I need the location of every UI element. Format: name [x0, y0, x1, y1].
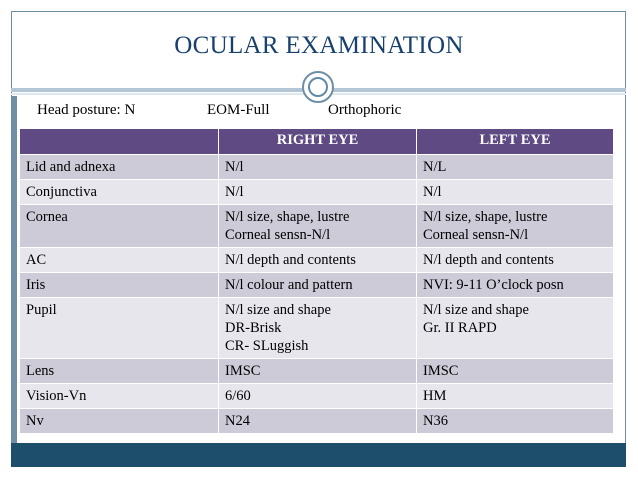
head-posture-text: Head posture: N — [37, 102, 136, 118]
row-label: Vision-Vn — [20, 384, 219, 409]
right-eye-line: 6/60 — [225, 388, 251, 404]
right-eye-cell — [219, 180, 417, 205]
table-row — [20, 205, 614, 248]
left-eye-line: Corneal sensn-N/l — [423, 227, 529, 243]
left-eye-line: N36 — [423, 413, 448, 429]
exam-table — [19, 128, 614, 434]
table-row — [20, 409, 614, 434]
left-eye-line: N/l — [423, 184, 442, 200]
row-label: Conjunctiva — [20, 180, 219, 205]
left-eye-cell — [417, 205, 614, 248]
left-eye-line: IMSC — [423, 363, 459, 379]
left-eye-cell — [417, 248, 614, 273]
right-eye-line: N/l size, shape, lustre — [225, 209, 350, 225]
right-eye-line: N/l colour and pattern — [225, 277, 353, 293]
row-label: Nv — [20, 409, 219, 434]
eom-text: EOM-Full — [207, 102, 270, 118]
right-eye-line: N/l depth and contents — [225, 252, 356, 268]
right-eye-cell — [219, 359, 417, 384]
left-eye-cell — [417, 273, 614, 298]
row-label: Pupil — [20, 298, 219, 359]
inner-circle-icon — [308, 77, 328, 97]
right-eye-line: IMSC — [225, 363, 261, 379]
footer-bar — [11, 443, 626, 467]
right-eye-cell — [219, 384, 417, 409]
left-eye-line: N/l size, shape, lustre — [423, 209, 548, 225]
right-eye-cell — [219, 409, 417, 434]
left-accent-bar — [11, 96, 17, 443]
row-label: AC — [20, 248, 219, 273]
right-eye-line: N/l — [225, 184, 244, 200]
left-eye-cell — [417, 180, 614, 205]
left-eye-cell — [417, 359, 614, 384]
row-label: Lens — [20, 359, 219, 384]
right-eye-cell — [219, 298, 417, 359]
row-label: Cornea — [20, 205, 219, 248]
left-eye-line: N/l depth and contents — [423, 252, 554, 268]
left-eye-line: N/L — [423, 159, 447, 175]
right-eye-line: Corneal sensn-N/l — [225, 227, 331, 243]
right-eye-cell — [219, 205, 417, 248]
slide-title: OCULAR EXAMINATION — [174, 32, 464, 59]
right-eye-line: N24 — [225, 413, 250, 429]
right-eye-line: N/l — [225, 159, 244, 175]
row-label: Iris — [20, 273, 219, 298]
left-eye-line: Gr. II RAPD — [423, 320, 497, 336]
circle-ornament-icon — [302, 71, 334, 103]
right-eye-cell — [219, 155, 417, 180]
left-eye-cell — [417, 409, 614, 434]
header-blank — [20, 129, 219, 155]
right-eye-line: CR- SLuggish — [225, 338, 309, 354]
left-eye-line: HM — [423, 388, 447, 404]
right-eye-cell — [219, 273, 417, 298]
table-header-row — [20, 129, 614, 155]
left-eye-cell — [417, 298, 614, 359]
header-left-eye: LEFT EYE — [417, 129, 614, 155]
table-row — [20, 180, 614, 205]
header-right-eye: RIGHT EYE — [219, 129, 417, 155]
left-eye-cell — [417, 155, 614, 180]
right-eye-cell — [219, 248, 417, 273]
left-eye-cell — [417, 384, 614, 409]
table-row — [20, 248, 614, 273]
table-row — [20, 359, 614, 384]
left-eye-line: NVI: 9-11 O’clock posn — [423, 277, 564, 293]
table-row — [20, 384, 614, 409]
right-eye-line: DR-Brisk — [225, 320, 282, 336]
row-label: Lid and adnexa — [20, 155, 219, 180]
table-row — [20, 273, 614, 298]
right-eye-line: N/l size and shape — [225, 302, 331, 318]
table-row — [20, 155, 614, 180]
alignment-text: Orthophoric — [328, 102, 402, 118]
left-eye-line: N/l size and shape — [423, 302, 529, 318]
table-row — [20, 298, 614, 359]
